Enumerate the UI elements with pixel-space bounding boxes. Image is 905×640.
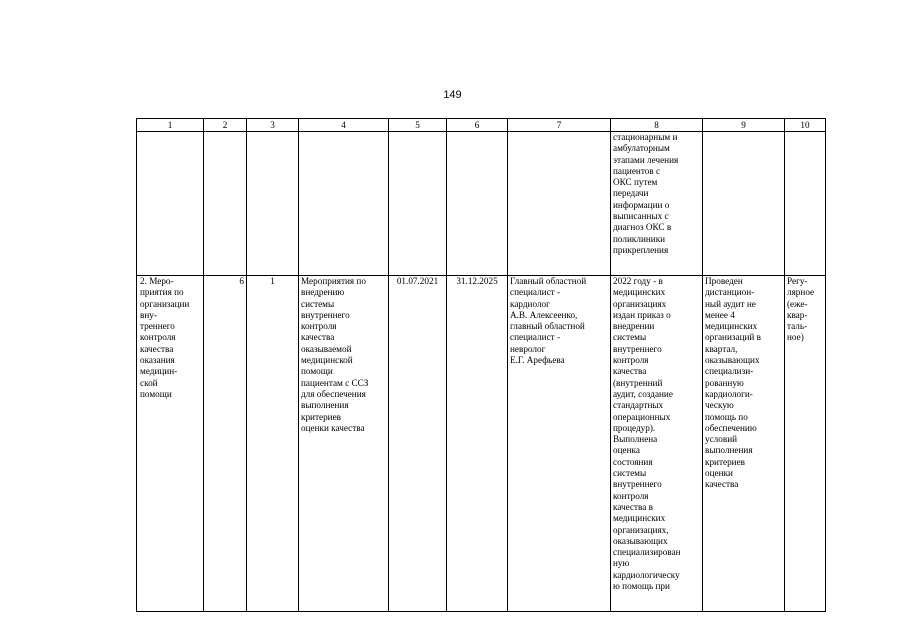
text-line: выполнения bbox=[705, 445, 753, 456]
measures-table bbox=[136, 118, 826, 612]
text-line: внутреннего bbox=[613, 479, 662, 490]
text-line: качества в bbox=[613, 501, 653, 512]
text-line: медицинских bbox=[613, 513, 666, 524]
table-cell bbox=[247, 132, 299, 276]
table-cell bbox=[785, 132, 826, 276]
text-line: специализирован bbox=[613, 547, 681, 558]
header-cell: 3 bbox=[247, 119, 299, 132]
text-line: издан приказ о bbox=[613, 309, 671, 320]
text-line: 2. Меро- bbox=[140, 276, 174, 286]
start-date-cell: 01.07.2021 bbox=[389, 276, 447, 612]
text-line: А.В. Алексеенко, bbox=[510, 309, 578, 320]
text-line: поликлиники bbox=[613, 233, 666, 244]
number-cell: 6 bbox=[204, 276, 247, 612]
text-line: помощи bbox=[301, 366, 333, 377]
text-line: медицинской bbox=[301, 355, 353, 366]
header-cell: 6 bbox=[447, 119, 508, 132]
text-line: прикрепления bbox=[613, 244, 669, 255]
text-line: контроля bbox=[613, 490, 649, 501]
text-line: медицин- bbox=[140, 366, 178, 377]
frequency-cell bbox=[785, 276, 826, 612]
text-line: организаций в bbox=[705, 332, 761, 343]
header-cell: 8 bbox=[611, 119, 703, 132]
text-line: ческую bbox=[705, 400, 734, 411]
text-line: медицинских bbox=[613, 287, 666, 298]
text-line: аудит, создание bbox=[613, 388, 673, 399]
text-line: состояния bbox=[613, 456, 653, 467]
text-line: 2022 году - в bbox=[613, 276, 663, 286]
table-cell bbox=[508, 132, 611, 276]
header-row bbox=[137, 119, 826, 132]
header-cell: 7 bbox=[508, 119, 611, 132]
text-line: критериев bbox=[301, 411, 341, 422]
text-line: приятия по bbox=[140, 287, 184, 298]
text-line: Проведен bbox=[705, 276, 743, 286]
text-line: ный аудит не bbox=[705, 298, 756, 309]
text-line: организации bbox=[140, 298, 190, 309]
text-line: внедрении bbox=[613, 321, 655, 332]
text-line: системы bbox=[613, 332, 647, 343]
text-line: ную bbox=[613, 558, 630, 569]
text-line: специалист - bbox=[510, 332, 561, 343]
text-line: контроля bbox=[301, 321, 337, 332]
activity-row bbox=[137, 276, 826, 612]
text-line: дистанцион- bbox=[705, 287, 755, 298]
text-line: оценки качества bbox=[301, 422, 365, 433]
text-line: Мероприятия по bbox=[301, 276, 366, 286]
text-line: (еже- bbox=[787, 298, 808, 309]
text-line: Е.Г. Арефьева bbox=[510, 355, 565, 366]
table-cell bbox=[447, 132, 508, 276]
text-line: организациях, bbox=[613, 524, 669, 535]
text-line: этапами лечения bbox=[613, 154, 679, 165]
text-line: оценка bbox=[613, 445, 640, 456]
text-line: ской bbox=[140, 377, 158, 388]
text-line: ОКС путем bbox=[613, 177, 658, 188]
table-cell bbox=[703, 132, 785, 276]
text-line: передачи bbox=[613, 188, 649, 199]
table-cell bbox=[204, 132, 247, 276]
text-line: рованную bbox=[705, 377, 744, 388]
text-line: лярное bbox=[787, 287, 815, 298]
activity-title-cell bbox=[137, 276, 204, 612]
text-line: операционных bbox=[613, 411, 671, 422]
text-line: качества bbox=[301, 332, 335, 343]
text-line: специализи- bbox=[705, 366, 754, 377]
text-line: кардиологи- bbox=[705, 388, 753, 399]
text-line: процедур). bbox=[613, 422, 656, 433]
text-line: менее 4 bbox=[705, 309, 735, 320]
activity-description-cell bbox=[299, 276, 389, 612]
text-line: выполнения bbox=[301, 400, 349, 411]
text-line: Регу- bbox=[787, 276, 808, 286]
text-line: квар- bbox=[787, 309, 808, 320]
text-line: внедрению bbox=[301, 287, 345, 298]
text-line: выписанных с bbox=[613, 211, 669, 222]
text-line: качества bbox=[140, 343, 174, 354]
text-line: стандартных bbox=[613, 400, 664, 411]
header-cell: 10 bbox=[785, 119, 826, 132]
responsible-cell bbox=[508, 276, 611, 612]
text-line: таль- bbox=[787, 321, 808, 332]
text-line: организациях bbox=[613, 298, 667, 309]
header-cell: 9 bbox=[703, 119, 785, 132]
text-line: кардиолог bbox=[510, 298, 550, 309]
text-line: стационарным и bbox=[613, 132, 678, 142]
text-line: ное) bbox=[787, 332, 804, 343]
text-line: Выполнена bbox=[613, 434, 658, 445]
text-line: треннего bbox=[140, 321, 175, 332]
outcome-cell bbox=[703, 276, 785, 612]
text-line: пациентам с ССЗ bbox=[301, 377, 369, 388]
text-line: контроля bbox=[613, 355, 649, 366]
text-line: квартал, bbox=[705, 343, 738, 354]
text-line: внутреннего bbox=[613, 343, 662, 354]
text-line: вну- bbox=[140, 309, 157, 320]
text-line: амбулаторным bbox=[613, 143, 670, 154]
text-line: пациентов с bbox=[613, 165, 661, 176]
header-cell: 4 bbox=[299, 119, 389, 132]
text-line: специалист - bbox=[510, 287, 561, 298]
text-line: оценки bbox=[705, 468, 733, 479]
page-number: 149 bbox=[443, 89, 462, 101]
text-line: критериев bbox=[705, 456, 745, 467]
text-line: главный областной bbox=[510, 321, 585, 332]
text-line: системы bbox=[301, 298, 335, 309]
table-cell bbox=[389, 132, 447, 276]
table-cell bbox=[299, 132, 389, 276]
continued-results-cell bbox=[611, 132, 703, 276]
header-cell: 1 bbox=[137, 119, 204, 132]
text-line: (внутренний bbox=[613, 377, 663, 388]
end-date-cell: 31.12.2025 bbox=[447, 276, 508, 612]
number-cell: 1 bbox=[247, 276, 299, 612]
text-line: диагноз ОКС в bbox=[613, 222, 672, 233]
text-line: оказывающих bbox=[705, 355, 760, 366]
text-line: качества bbox=[613, 366, 647, 377]
text-line: оказываемой bbox=[301, 343, 352, 354]
text-line: невролог bbox=[510, 343, 546, 354]
text-line: обеспечению bbox=[705, 422, 757, 433]
table-cell bbox=[137, 132, 204, 276]
header-cell: 5 bbox=[389, 119, 447, 132]
text-line: помощь по bbox=[705, 411, 748, 422]
text-line: Главный областной bbox=[510, 276, 587, 286]
text-line: для обеспечения bbox=[301, 388, 366, 399]
text-line: медицинских bbox=[705, 321, 758, 332]
results-cell bbox=[611, 276, 703, 612]
text-line: системы bbox=[613, 468, 647, 479]
text-line: оказывающих bbox=[613, 535, 668, 546]
continued-row bbox=[137, 132, 826, 276]
header-cell: 2 bbox=[204, 119, 247, 132]
text-line: информации о bbox=[613, 199, 670, 210]
text-line: ю помощь при bbox=[613, 581, 670, 592]
text-line: контроля bbox=[140, 332, 176, 343]
text-line: кардиологическу bbox=[613, 569, 680, 580]
text-line: качества bbox=[705, 479, 739, 490]
text-line: внутреннего bbox=[301, 309, 350, 320]
text-line: оказания bbox=[140, 355, 175, 366]
text-line: помощи bbox=[140, 388, 172, 399]
text-line: условий bbox=[705, 434, 738, 445]
